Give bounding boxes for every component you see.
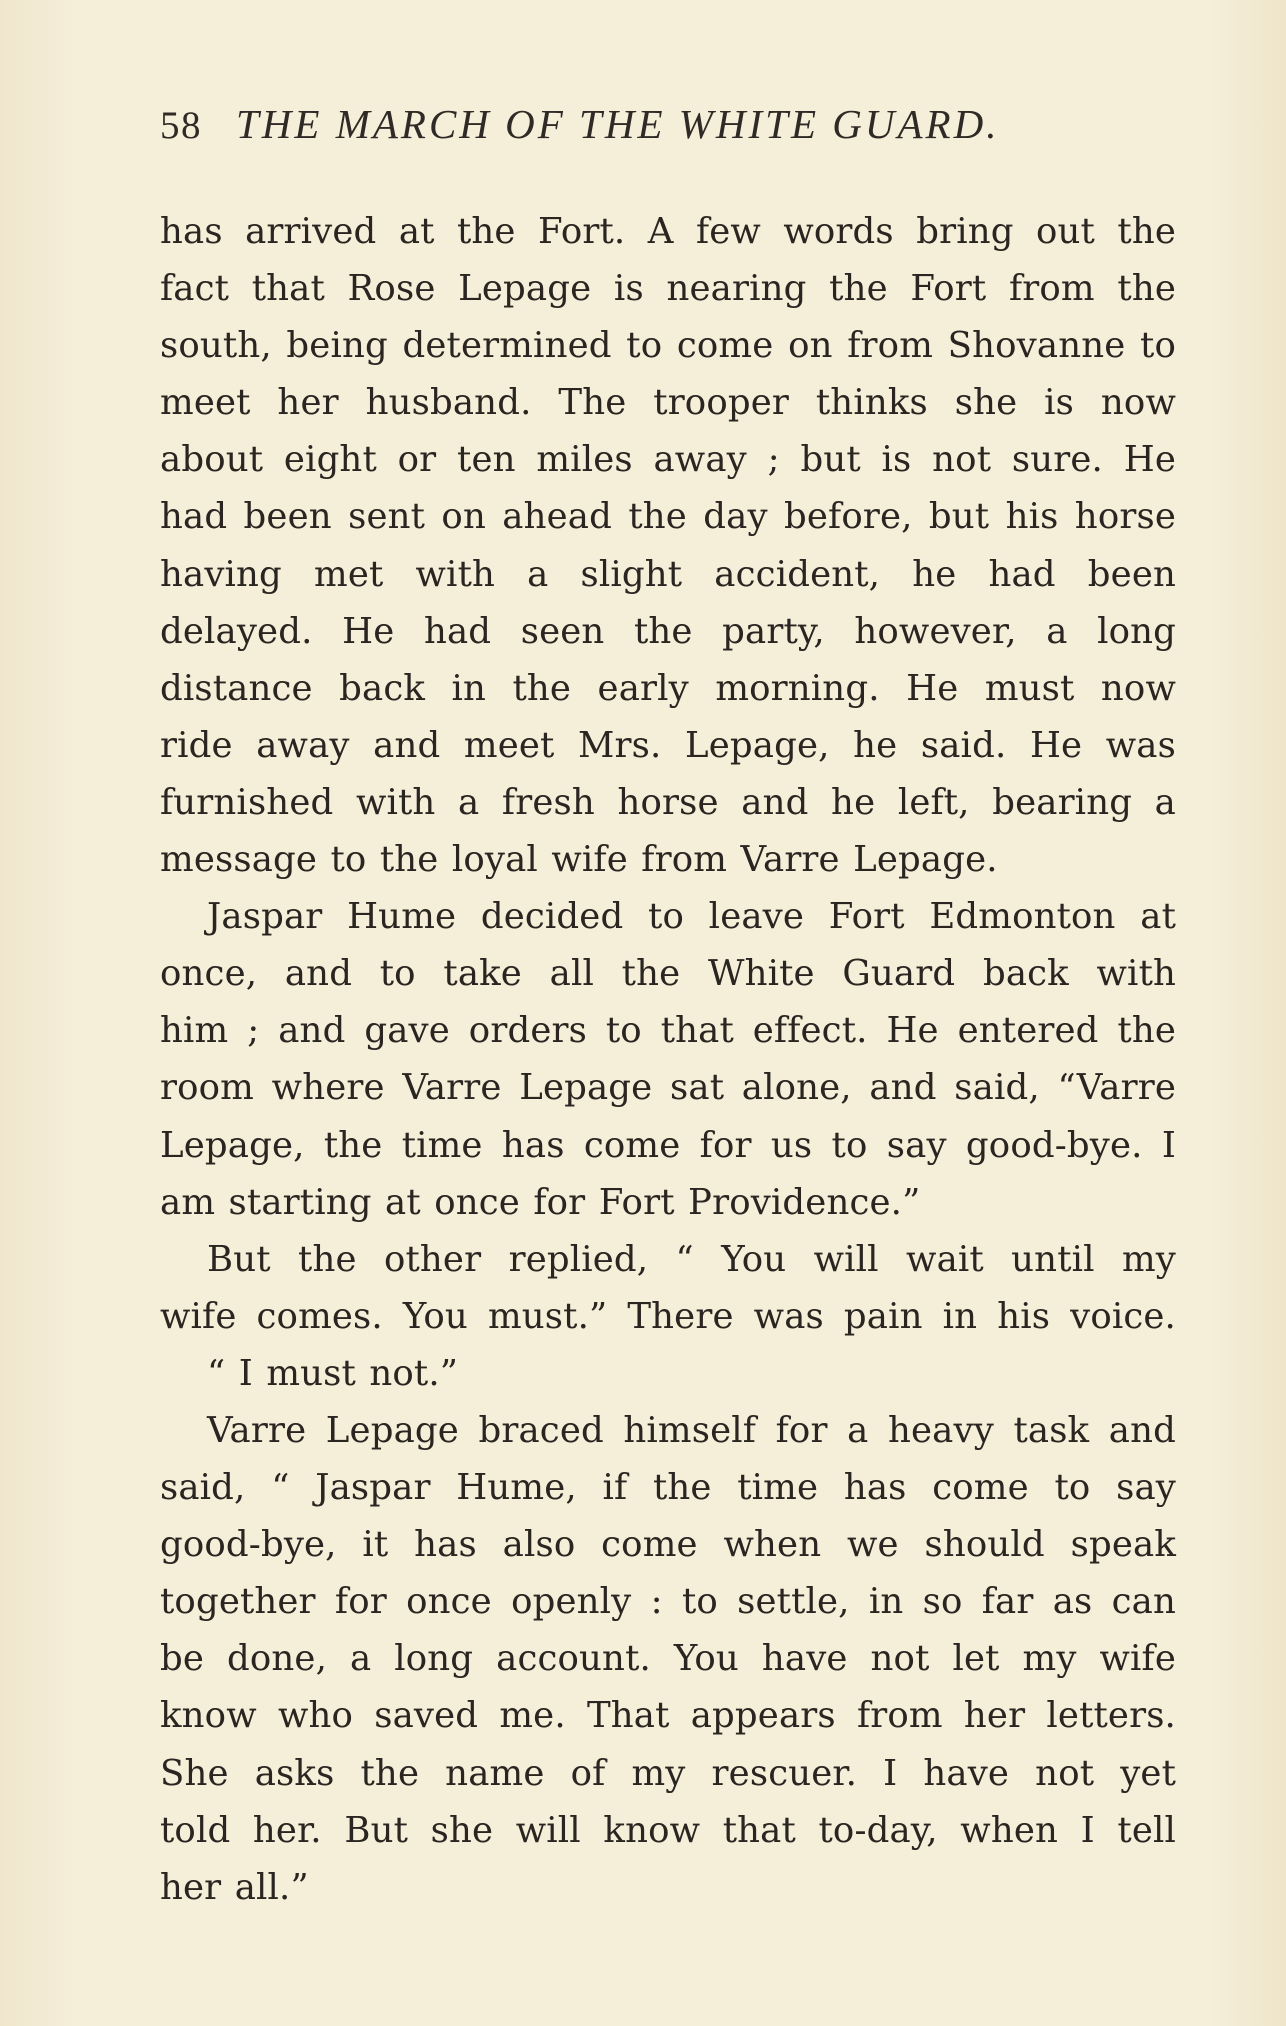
body-text <box>160 203 1176 1916</box>
text-line: Jaspar Hume decided to leave Fort Edmonton at <box>207 896 1176 938</box>
text-line: fact that Rose Lepage is nearing the Fort from the <box>160 268 1176 310</box>
text-line: ride away and meet Mrs. Lepage, he said. He was <box>160 724 1176 766</box>
text-line: him ; and gave orders to that effect. He entered the <box>160 1010 1176 1052</box>
text-line: wife comes. You must.” There was pain in his voice. <box>160 1295 1176 1337</box>
text-line: delayed. He had seen the party, however, a long <box>160 610 1176 652</box>
text-line: told her. But she will know that to-day, when I tell <box>160 1809 1176 1851</box>
text-line: together for once openly : to settle, in so far as can <box>160 1581 1176 1623</box>
text-line: south, being determined to come on from Shovanne to <box>160 325 1176 367</box>
text-line: furnished with a fresh horse and he left, bearing a <box>160 781 1176 823</box>
text-line: her all.” <box>160 1866 309 1908</box>
text-line: room where Varre Lepage sat alone, and said, “Varre <box>160 1067 1176 1109</box>
running-head <box>160 100 1160 160</box>
text-line: message to the loyal wife from Varre Lepage. <box>160 839 998 881</box>
text-line: had been sent on ahead the day before, but his horse <box>160 496 1176 538</box>
running-title: THE MARCH OF THE WHITE GUARD. <box>236 101 1000 147</box>
text-line: know who saved me. That appears from her letters. <box>160 1695 1176 1737</box>
text-line: has arrived at the Fort. A few words bring out the <box>160 211 1176 252</box>
text-line: She asks the name of my rescuer. I have not yet <box>160 1752 1176 1794</box>
text-line: Lepage, the time has come for us to say good-bye. I <box>160 1124 1176 1166</box>
text-line: distance back in the early morning. He must now <box>160 667 1176 709</box>
text-line: But the other replied, “ You will wait until my <box>207 1238 1176 1280</box>
text-line: said, “ Jaspar Hume, if the time has come to say <box>160 1467 1176 1509</box>
text-line: am starting at once for Fort Providence.” <box>160 1181 921 1223</box>
text-line: having met with a slight accident, he had been <box>160 553 1176 595</box>
text-line: meet her husband. The trooper thinks she is now <box>160 382 1176 424</box>
page-number: 58 <box>160 104 202 147</box>
text-line: “ I must not.” <box>207 1352 459 1394</box>
text-line: Varre Lepage braced himself for a heavy task and <box>207 1409 1176 1451</box>
text-line: about eight or ten miles away ; but is not sure. He <box>160 439 1176 481</box>
text-line: be done, a long account. You have not let my wife <box>160 1638 1176 1680</box>
text-line: once, and to take all the White Guard back with <box>160 953 1176 995</box>
text-line: good-bye, it has also come when we should speak <box>160 1524 1176 1566</box>
